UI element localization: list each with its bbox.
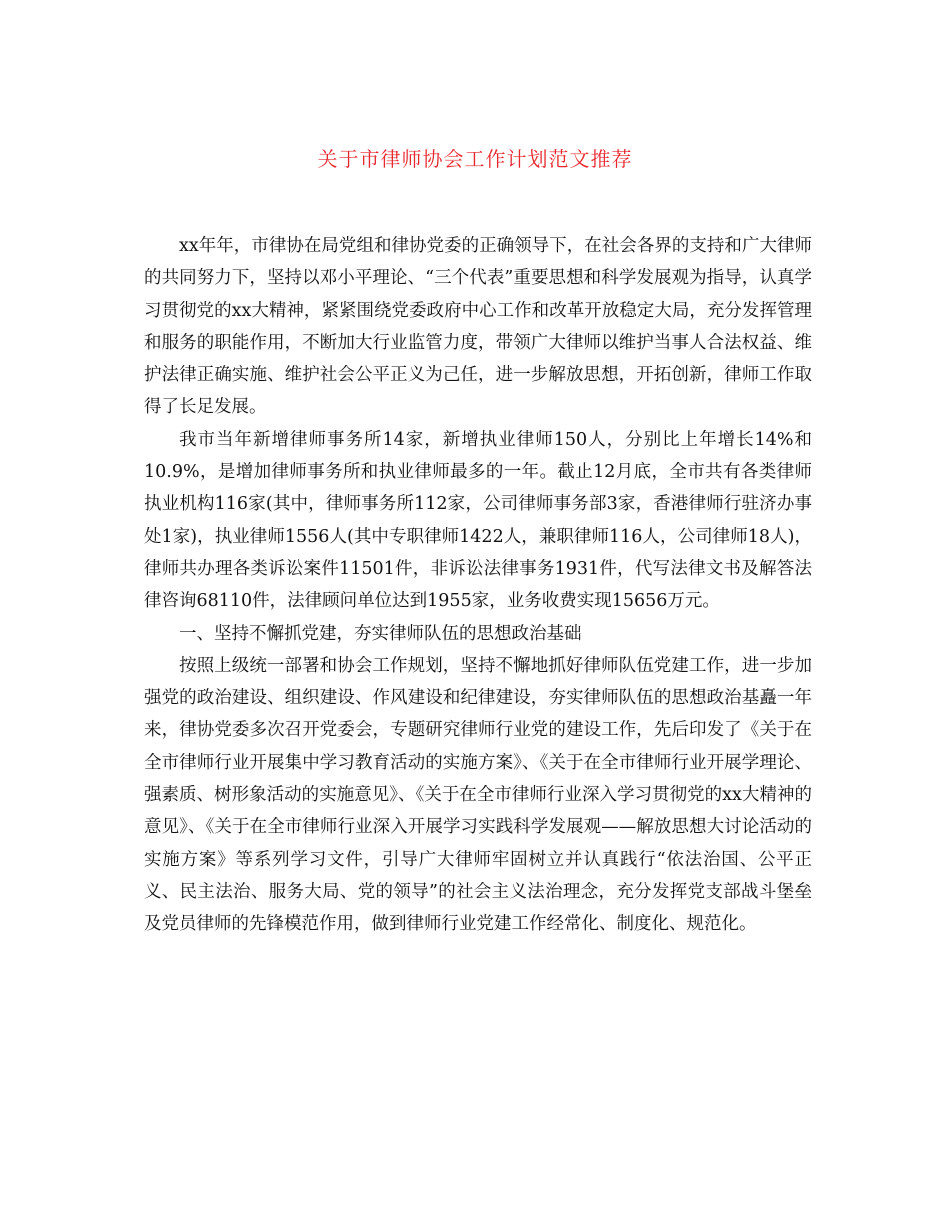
section-heading-party-building: 一、坚持不懈抓党建，夯实律师队伍的思想政治基础 xyxy=(179,623,582,644)
document-title: 关于市律师协会工作计划范文推荐 xyxy=(317,147,633,171)
paragraph-party-building: 按照上级统一部署和协会工作规划，坚持不懈地抓好律师队伍党建工作，进一步加强党的政治建设、组织建设、作风建设和纪律建设，夯实律师队伍的思想政治基矗一年来，律协党委多次召开党委会，专题研究律师行业党的建设工作，先后印发了《关于在全市律师行业开展集中学习教育活动的实施方案》、《关于在全市律师行业开展学理论、强素质、树形象活动的实施意见》、《关于在全市律师行业深入学习贯彻党的xx大精神的意见》、《关于在全市律师行业深入开展学习实践科学发展观——解放思想大讨论活动的实施方案》等系列学习文件，引导广大律师牢固树立并认真践行“依法治国、公平正义、民主法治、服务大局、党的领导”的社会主义法治理念，充分发挥党支部战斗堡垒及党员律师的先锋模范作用，做到律师行业党建工作经常化、制度化、规范化。 xyxy=(144,655,812,935)
document-body xyxy=(144,230,812,941)
paragraph-intro: xx年年，市律协在局党组和律协党委的正确领导下，在社会各界的支持和广大律师的共同努力下，坚持以邓小平理论、“三个代表”重要思想和科学发展观为指导，认真学习贯彻党的xx大精神，紧紧围绕党委政府中心工作和改革开放稳定大局，充分发挥管理和服务的职能作用，不断加大行业监管力度，带领广大律师以维护当事人合法权益、维护法律正确实施、维护社会公平正义为己任，进一步解放思想，开拓创新，律师工作取得了长足发展。 xyxy=(144,236,812,418)
paragraph-statistics: 我市当年新增律师事务所14家，新增执业律师150人，分别比上年增长14%和10.9%，是增加律师事务所和执业律师最多的一年。截止12月底，全市共有各类律师执业机构116家(其中，律师事务所112家，公司律师事务部3家，香港律师行驻济办事处1家)，执业律师1556人(其中专职律师1422人，兼职律师116人，公司律师18人)，律师共办理各类诉讼案件11501件，非诉讼法律事务1931件，代写法律文书及解答法律咨询68110件，法律顾问单位达到1955家，业务收费实现15656万元。 xyxy=(144,429,812,612)
